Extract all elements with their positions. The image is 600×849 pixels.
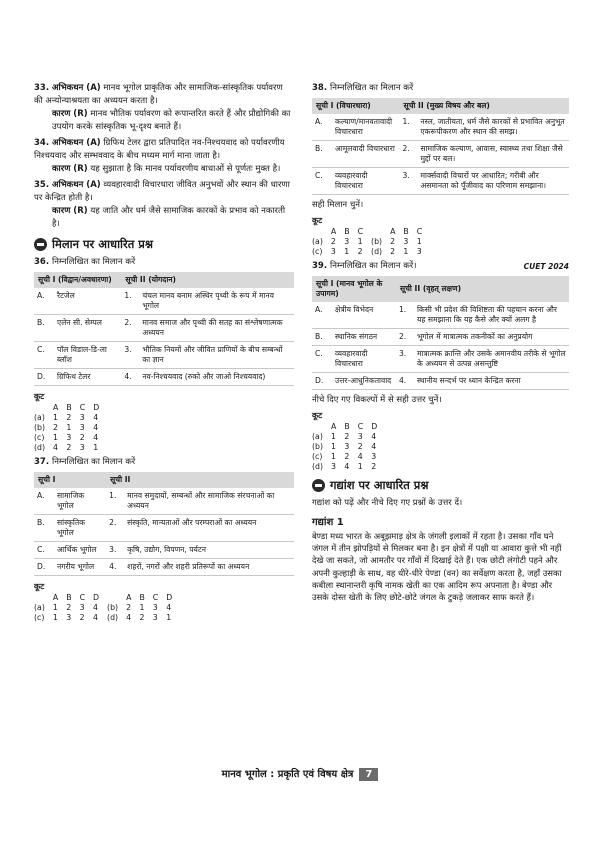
list-1-item: व्यवहारवादी विचारधारा <box>332 346 396 373</box>
code-row <box>312 247 430 257</box>
match-row <box>34 288 294 315</box>
code-cell: 4 <box>93 433 99 442</box>
list-2-item: मानव समुदायों, सम्बन्धों और सामाजिक संरचनाओं का अध्ययन <box>124 488 294 515</box>
answer-codes <box>34 593 180 623</box>
code-row <box>312 442 385 452</box>
row-letter: C. <box>34 542 54 559</box>
code-cell: (d) <box>371 247 383 256</box>
row-number: 2. <box>106 515 124 542</box>
code-cell: 3 <box>79 423 85 432</box>
code-cell: (c) <box>312 452 323 461</box>
code-header-cell: B <box>403 227 409 236</box>
code-header-cell: A <box>126 593 132 602</box>
list-2-item: सामाजिक कल्याण, आवास, स्वास्थ्य तथा शिक्षा जैसे मुद्दों पर बल। <box>417 141 569 168</box>
code-cell: 3 <box>357 432 363 441</box>
code-header-cell: B <box>66 403 72 412</box>
code-cell: 2 <box>126 603 132 612</box>
right-column <box>312 82 569 603</box>
code-cell: (d) <box>107 613 119 622</box>
code-row <box>34 423 107 433</box>
match-row <box>312 329 569 346</box>
row-letter: B. <box>312 141 332 168</box>
row-number: 2. <box>396 329 414 346</box>
code-cell: (b) <box>371 237 383 246</box>
code-cell: 2 <box>344 432 350 441</box>
code-header-cell: A <box>53 403 59 412</box>
code-header-cell: D <box>93 593 100 602</box>
match-row <box>34 369 294 386</box>
match-table: सूची I (मानव भूगोल के उपागम) सूची II (वृहत् लक्षण) A. क्षेत्रीय विभेदन 1. किसी भी प्रदेश की विशिष्टता की पहचान करना और यह समझाना कि यह कैसे और क्यों अलग है B. स्थानिक संगठन 2. भूगोल में मात्रात्मक तकनीकों का अनुप्रयोग C. व्यवहारवादी विचारधारा 3. मात्रात्मक क्रान्ति और उसके अमानवीय तरीके से भूगोल के अध्ययन से उत्पन्न असन्तुष्टि D. उत्तर-आधुनिकतावाद 4. स्थानीय सन्दर्भ पर ध्यान केन्द्रित करना <box>312 276 569 390</box>
code-cell: 1 <box>416 237 422 246</box>
list-2-item: कृषि, उद्योग, विपणन, पर्यटन <box>124 542 294 559</box>
section-heading-passage: गद्यांश पर आधारित प्रश्न <box>312 478 569 493</box>
list-2-item: मार्क्सवादी विचारों पर आधारित; गरीबी और असमानता को पूँजीवाद का परिणाम समझाना। <box>417 168 569 195</box>
row-number: 3. <box>121 342 139 369</box>
code-cell: 2 <box>79 433 85 442</box>
assertion: अभिकथन (A) मानव भूगोल प्राकृतिक और सामाजिक-सांस्कृतिक पर्यावरण की अन्योन्याश्रयता का अध्ययन करता है। <box>34 83 283 106</box>
row-letter: B. <box>34 315 54 342</box>
code-cell: (b) <box>107 603 119 612</box>
code-row <box>312 452 385 462</box>
row-number: 1. <box>399 114 417 141</box>
code-cell: 1 <box>66 423 72 432</box>
code-header-cell: A <box>390 227 396 236</box>
match-row <box>312 114 569 141</box>
reason: कारण (R) यह जाति और धर्म जैसे सामाजिक कारकों के प्रभाव को नकारती है। <box>52 206 286 229</box>
code-header-cell: C <box>79 403 86 412</box>
code-cell: 3 <box>416 247 422 256</box>
code-row <box>34 413 107 423</box>
list-2-item: नव-निश्चयवाद (रुको और जाओ निश्चयवाद) <box>139 369 294 386</box>
code-header-cell: C <box>152 593 159 602</box>
question-39: CUET 2024 39. निम्नलिखित का मिलान करें। सूची I (मानव भूगोल के उपागम) सूची II (वृहत् लक्षण) A. क्षेत्रीय विभेदन 1. किसी भी प्रदेश की विशिष्टता की पहचान करना और यह समझाना कि यह कैसे और क्यों अलग है B. स्थानिक संगठन 2. भूगोल में मात्रात्मक तकनीकों का अनुप्रयोग C. व्यवहारवादी विचारधारा 3. मात्रात्मक क्रान्ति और उसके अमानवीय तरीके से भूगोल के अध्ययन से उत्पन्न असन्तुष्टि D. उत्तर-आधुनिकतावाद 4. स्थानीय सन्दर्भ पर ध्यान केन्द्रित करना नीचे दिए गए विकल्पों में से सही उत्तर चुनें। कूट A B C D (a) 1 2 3 4 (b) 1 3 2 4 (c) 1 2 4 3 (d) 3 4 1 2 <box>312 261 569 471</box>
code-cell: 2 <box>66 443 72 452</box>
code-cell: 1 <box>139 603 145 612</box>
row-number: 3. <box>396 346 414 373</box>
row-letter: C. <box>312 346 332 373</box>
code-cell: (a) <box>34 413 45 422</box>
code-cell: 4 <box>371 442 377 451</box>
list-2-item: नस्ल, जातीयता, धर्म जैसे कारकों से प्रभावित अनुभूत एकरूपीकरण और स्थान की समझ। <box>417 114 569 141</box>
question-37: 37. निम्नलिखित का मिलान करें सूची I सूची II A. सामाजिक भूगोल 1. मानव समुदायों, सम्बन्धों और सामाजिक संरचनाओं का अध्ययन B. सांस्कृतिक भूगोल 2. संस्कृति, मान्यताओं और परम्पराओं का अध्ययन C. आर्थिक भूगोल 3. कृषि, उद्योग, विपणन, पर्यटन D. नगरीय भूगोल 4. शहरों, नगरों और शहरी प्रतिरूपों का अध्ययन कूट A B C D A B C D (a) 1 2 3 4 (b) 2 1 3 4 (c) 1 3 2 4 (d) 4 2 3 1 <box>34 456 294 623</box>
match-row <box>312 373 569 390</box>
match-table: सूची I सूची II A. सामाजिक भूगोल 1. मानव समुदायों, सम्बन्धों और सामाजिक संरचनाओं का अध्ययन B. सांस्कृतिक भूगोल 2. संस्कृति, मान्यताओं और परम्पराओं का अध्ययन C. आर्थिक भूगोल 3. कृषि, उद्योग, विपणन, पर्यटन D. नगरीय भूगोल 4. शहरों, नगरों और शहरी प्रतिरूपों का अध्ययन <box>34 472 294 576</box>
code-cell: 4 <box>93 613 98 622</box>
code-cell: (d) <box>312 462 324 471</box>
passage-instruction: गद्यांश को पढ़ें और नीचे दिए गए प्रश्नों के उत्तर दें। <box>312 498 463 508</box>
answer-codes <box>312 227 430 257</box>
list-1-item: सामाजिक भूगोल <box>54 488 106 515</box>
row-number: 4. <box>106 559 124 576</box>
code-cell: 3 <box>79 443 85 452</box>
code-cell: 1 <box>331 442 337 451</box>
code-header-cell <box>107 593 126 603</box>
list-1-item: उत्तर-आधुनिकतावाद <box>332 373 396 390</box>
section-heading-matching: मिलान पर आधारित प्रश्न <box>34 237 294 252</box>
code-header-cell: A <box>331 422 337 431</box>
match-row <box>34 542 294 559</box>
list-1-item: एलेन सी. सेम्पल <box>54 315 121 342</box>
list-2-item: भूगोल में मात्रात्मक तकनीकों का अनुप्रयोग <box>414 329 569 346</box>
row-number: 1. <box>121 288 139 315</box>
code-cell: 2 <box>390 237 396 246</box>
list-2-item: मानव समाज और पृथ्वी की सतह का संश्लेषणात्मक अध्ययन <box>139 315 294 342</box>
list-1-item: व्यवहारवादी विचारधारा <box>332 168 399 195</box>
code-cell: 3 <box>66 433 72 442</box>
list-1-item: कल्याण/मानवतावादी विचारधारा <box>332 114 399 141</box>
code-header-cell: B <box>344 422 350 431</box>
list-1-item: नगरीय भूगोल <box>54 559 106 576</box>
code-header-cell: C <box>357 422 364 431</box>
answer-codes <box>34 403 107 453</box>
code-cell: (b) <box>312 442 324 451</box>
code-cell: 4 <box>344 462 350 471</box>
code-cell: 4 <box>53 443 59 452</box>
list-2-item: शहरों, नगरों और शहरी प्रतिरूपों का अध्ययन <box>124 559 294 576</box>
code-cell: 4 <box>93 603 98 612</box>
code-cell: (b) <box>34 423 46 432</box>
list-1-item: क्षेत्रीय विभेदन <box>332 302 396 329</box>
code-cell: 2 <box>79 613 85 622</box>
code-cell: 3 <box>371 452 377 461</box>
row-letter: D. <box>34 369 54 386</box>
passage-text: बेण्डा मध्य भारत के अबूझमाड़ क्षेत्र के जंगली इलाकों में रहता है। उसका गाँव घने जंगल में तीन झोपड़ियों से मिलकर बना है। इन क्षेत्रों में पक्षी या आवारा कुत्ते भी नहीं देखे जा सकते, जो आमतौर पर गाँवों में दिखाई देते हैं। एक छोटी लंगोटी पहने और अपनी कुल्हाड़ी के साथ, वह धीरे-धीरे पेण्डा (वन) का सर्वेक्षण करता है, जहाँ उसका कबीला स्थानान्तरी कृषि नामक खेती का एक आदिम रूप अपनाता है। बेण्डा और उसके दोस्त खेती के लिए छोटे-छोटे जंगल के टुकड़े जलाकर साफ करते हैं। <box>312 531 562 603</box>
code-header-cell: D <box>93 403 100 412</box>
list-1-item: पॉल विडाल-डि-ला ब्लॉश <box>54 342 121 369</box>
code-row <box>312 237 430 247</box>
row-number: 2. <box>121 315 139 342</box>
code-header-cell <box>312 227 331 237</box>
reason: कारण (R) यह सुझाता है कि मानव पर्यावरणीय बाधाओं से पूर्णतः मुक्त है। <box>52 164 281 174</box>
code-cell: 3 <box>152 603 158 612</box>
code-cell: (a) <box>312 237 323 246</box>
match-row <box>34 559 294 576</box>
code-cell: 3 <box>344 442 350 451</box>
row-number: 4. <box>396 373 414 390</box>
list-2-item: मात्रात्मक क्रान्ति और उसके अमानवीय तरीके से भूगोल के अध्ययन से उत्पन्न असन्तुष्टि <box>414 346 569 373</box>
code-header-cell <box>312 422 331 432</box>
code-row <box>312 462 385 472</box>
code-cell: 3 <box>79 603 85 612</box>
assertion: अभिकथन (A) व्यवहारवादी विचारधारा जीवित अनुभवों और स्थान की धारणा पर केन्द्रित होती है। <box>34 180 290 203</box>
row-letter: C. <box>34 342 54 369</box>
list-2-item: किसी भी प्रदेश की विशिष्टता की पहचान करना और यह समझाना कि यह कैसे और क्यों अलग है <box>414 302 569 329</box>
left-column <box>34 82 294 626</box>
match-row <box>34 342 294 369</box>
code-cell: 1 <box>403 247 409 256</box>
code-header-cell: B <box>66 593 72 602</box>
match-row <box>312 346 569 373</box>
code-header-cell <box>34 593 53 603</box>
section-marker-icon <box>312 479 325 492</box>
code-cell: 2 <box>344 452 350 461</box>
code-row <box>34 443 107 453</box>
code-cell: 2 <box>139 613 145 622</box>
code-cell: 1 <box>331 432 337 441</box>
code-header-cell: D <box>371 422 378 431</box>
exam-tag: CUET 2024 <box>523 262 569 271</box>
code-header-cell: C <box>357 227 364 236</box>
code-cell: 2 <box>357 247 363 256</box>
code-header-cell: C <box>79 593 86 602</box>
list-1-item: आमूलवादी विचारधारा <box>332 141 399 168</box>
code-header-cell: C <box>416 227 423 236</box>
code-cell: (a) <box>34 603 45 612</box>
code-cell: (c) <box>312 247 323 256</box>
question-35: 35. अभिकथन (A) व्यवहारवादी विचारधारा जीवित अनुभवों और स्थान की धारणा पर केन्द्रित होती है। कारण (R) यह जाति और धर्म जैसे सामाजिक कारकों के प्रभाव को नकारती है। <box>34 179 294 231</box>
row-letter: A. <box>312 114 332 141</box>
code-cell: 4 <box>357 452 363 461</box>
list-2-item: संस्कृति, मान्यताओं और परम्पराओं का अध्ययन <box>124 515 294 542</box>
code-header-cell <box>371 227 390 237</box>
code-cell: 3 <box>152 613 158 622</box>
code-cell: 2 <box>53 423 59 432</box>
code-cell: 4 <box>166 603 172 612</box>
row-number: 1. <box>396 302 414 329</box>
list-1-item: सांस्कृतिक भूगोल <box>54 515 106 542</box>
code-header-cell: B <box>344 227 350 236</box>
code-cell: 3 <box>330 247 336 256</box>
row-number: 4. <box>121 369 139 386</box>
code-cell: 1 <box>52 613 58 622</box>
code-cell: 3 <box>403 237 409 246</box>
list-2-item: भौतिक नियमों और जीवित प्राणियों के बीच सम्बन्धों का ज्ञान <box>139 342 294 369</box>
code-header-cell: A <box>52 593 59 602</box>
row-letter: A. <box>34 488 54 515</box>
code-cell: 1 <box>53 433 59 442</box>
code-cell: 1 <box>331 452 337 461</box>
code-cell: 4 <box>126 613 132 622</box>
code-cell: 3 <box>331 462 337 471</box>
code-cell: 2 <box>330 237 336 246</box>
passage-title: गद्यांश 1 <box>312 517 344 528</box>
assertion: अभिकथन (A) ग्रिफिथ टेलर द्वारा प्रतिपादित नव-निश्चयवाद को पर्यावरणीय निश्चयवाद और सम्भववाद के बीच मध्यम मार्ग माना जाता है। <box>34 138 285 161</box>
page-number: 7 <box>359 768 378 781</box>
code-cell: 3 <box>344 237 350 246</box>
code-cell: 1 <box>93 443 99 452</box>
code-cell: 1 <box>52 603 58 612</box>
reason: कारण (R) मानव भौतिक पर्यावरण को रूपान्तरित करते हैं और प्रौद्योगिकी का उपयोग करके सांस्कृतिक भू-दृश्य बनाते हैं। <box>52 109 291 132</box>
code-cell: (d) <box>34 443 46 452</box>
code-cell: 1 <box>166 613 172 622</box>
code-cell: (c) <box>34 613 45 622</box>
list-1-item: ग्रिफिथ टेलर <box>54 369 121 386</box>
code-cell: 2 <box>390 247 396 256</box>
code-cell: (a) <box>312 432 323 441</box>
code-row <box>312 432 385 442</box>
code-cell: (c) <box>34 433 45 442</box>
row-letter: C. <box>312 168 332 195</box>
code-header-cell: D <box>166 593 173 602</box>
code-cell: 3 <box>66 613 72 622</box>
row-number: 2. <box>399 141 417 168</box>
code-row <box>34 603 180 613</box>
code-cell: 1 <box>53 413 59 422</box>
code-header-cell <box>34 403 53 413</box>
code-cell: 4 <box>371 432 377 441</box>
match-table: सूची I (विद्वान/अवधारणा) सूची II (योगदान) A. रैटजेल 1. चंचल मानव बनाम अस्थिर पृथ्वी के रूप में मानव भूगोल B. एलेन सी. सेम्पल 2. मानव समाज और पृथ्वी की सतह का संश्लेषणात्मक अध्ययन C. पॉल विडाल-डि-ला ब्लॉश 3. भौतिक नियमों और जीवित प्राणियों के बीच सम्बन्धों का ज्ञान D. ग्रिफिथ टेलर 4. नव-निश्चयवाद (रुको और जाओ निश्चयवाद) <box>34 272 294 386</box>
code-header-cell: A <box>330 227 337 236</box>
row-letter: B. <box>34 515 54 542</box>
match-row <box>34 488 294 515</box>
footer-title: मानव भूगोल : प्रकृति एवं विषय क्षेत्र <box>221 769 354 780</box>
section-marker-icon <box>34 238 47 251</box>
question-36: 36. निम्नलिखित का मिलान करें सूची I (विद्वान/अवधारणा) सूची II (योगदान) A. रैटजेल 1. चंचल मानव बनाम अस्थिर पृथ्वी के रूप में मानव भूगोल B. एलेन सी. सेम्पल 2. मानव समाज और पृथ्वी की सतह का संश्लेषणात्मक अध्ययन C. पॉल विडाल-डि-ला ब्लॉश 3. भौतिक नियमों और जीवित प्राणियों के बीच सम्बन्धों का ज्ञान D. ग्रिफिथ टेलर 4. नव-निश्चयवाद (रुको और जाओ निश्चयवाद) कूट A B C D (a) 1 2 3 4 (b) 2 1 3 4 (c) 1 3 2 4 (d) 4 2 3 1 <box>34 256 294 453</box>
code-cell: 4 <box>93 413 99 422</box>
code-cell: 2 <box>371 462 377 471</box>
question-33: 33. अभिकथन (A) मानव भूगोल प्राकृतिक और सामाजिक-सांस्कृतिक पर्यावरण की अन्योन्याश्रयता का अध्ययन करता है। कारण (R) मानव भौतिक पर्यावरण को रूपान्तरित करते हैं और प्रौद्योगिकी का उपयोग करके सांस्कृतिक भू-दृश्य बनाते हैं। <box>34 82 294 134</box>
code-cell: 1 <box>344 247 350 256</box>
row-letter: D. <box>312 373 332 390</box>
match-row <box>312 141 569 168</box>
code-cell: 2 <box>357 442 363 451</box>
code-cell: 4 <box>93 423 99 432</box>
question-38: 38. निम्नलिखित का मिलान करें सूची I (विचारधारा) सूची II (मुख्य विषय और बल) A. कल्याण/मानवतावादी विचारधारा 1. नस्ल, जातीयता, धर्म जैसे कारकों से प्रभावित अनुभूत एकरूपीकरण और स्थान की समझ। B. आमूलवादी विचारधारा 2. सामाजिक कल्याण, आवास, स्वास्थ्य तथा शिक्षा जैसे मुद्दों पर बल। C. व्यवहारवादी विचारधारा 3. मार्क्सवादी विचारों पर आधारित; गरीबी और असमानता को पूँजीवाद का परिणाम समझाना। सही मिलान चुनें। कूट A B C A B C (a) 2 3 1 (b) 2 3 1 (c) 3 1 2 (d) 2 1 3 <box>312 82 569 257</box>
code-header <box>312 422 385 432</box>
code-cell: 1 <box>357 237 363 246</box>
list-1-item: रैटजेल <box>54 288 121 315</box>
match-row <box>312 302 569 329</box>
code-header-cell: B <box>139 593 145 602</box>
list-1-item: स्थानिक संगठन <box>332 329 396 346</box>
match-row <box>34 515 294 542</box>
row-letter: B. <box>312 329 332 346</box>
code-header <box>34 403 107 413</box>
question-34: 34. अभिकथन (A) ग्रिफिथ टेलर द्वारा प्रतिपादित नव-निश्चयवाद को पर्यावरणीय निश्चयवाद और सम्भववाद के बीच मध्यम मार्ग माना जाता है। कारण (R) यह सुझाता है कि मानव पर्यावरणीय बाधाओं से पूर्णतः मुक्त है। <box>34 137 294 176</box>
code-cell: 2 <box>66 413 72 422</box>
match-row <box>34 315 294 342</box>
row-number: 3. <box>399 168 417 195</box>
row-number: 1. <box>106 488 124 515</box>
code-row <box>34 433 107 443</box>
row-letter: A. <box>34 288 54 315</box>
code-header <box>34 593 180 603</box>
page-footer <box>0 766 600 781</box>
match-table: सूची I (विचारधारा) सूची II (मुख्य विषय और बल) A. कल्याण/मानवतावादी विचारधारा 1. नस्ल, जातीयता, धर्म जैसे कारकों से प्रभावित अनुभूत एकरूपीकरण और स्थान की समझ। B. आमूलवादी विचारधारा 2. सामाजिक कल्याण, आवास, स्वास्थ्य तथा शिक्षा जैसे मुद्दों पर बल। C. व्यवहारवादी विचारधारा 3. मार्क्सवादी विचारों पर आधारित; गरीबी और असमानता को पूँजीवाद का परिणाम समझाना। <box>312 98 569 195</box>
row-number: 3. <box>106 542 124 559</box>
code-header <box>312 227 430 237</box>
list-2-item: स्थानीय सन्दर्भ पर ध्यान केन्द्रित करना <box>414 373 569 390</box>
row-letter: D. <box>34 559 54 576</box>
code-cell: 1 <box>357 462 363 471</box>
code-cell: 2 <box>66 603 72 612</box>
row-letter: A. <box>312 302 332 329</box>
list-2-item: चंचल मानव बनाम अस्थिर पृथ्वी के रूप में मानव भूगोल <box>139 288 294 315</box>
answer-codes <box>312 422 385 472</box>
match-row <box>312 168 569 195</box>
list-1-item: आर्थिक भूगोल <box>54 542 106 559</box>
code-row <box>34 613 180 623</box>
code-cell: 3 <box>79 413 85 422</box>
